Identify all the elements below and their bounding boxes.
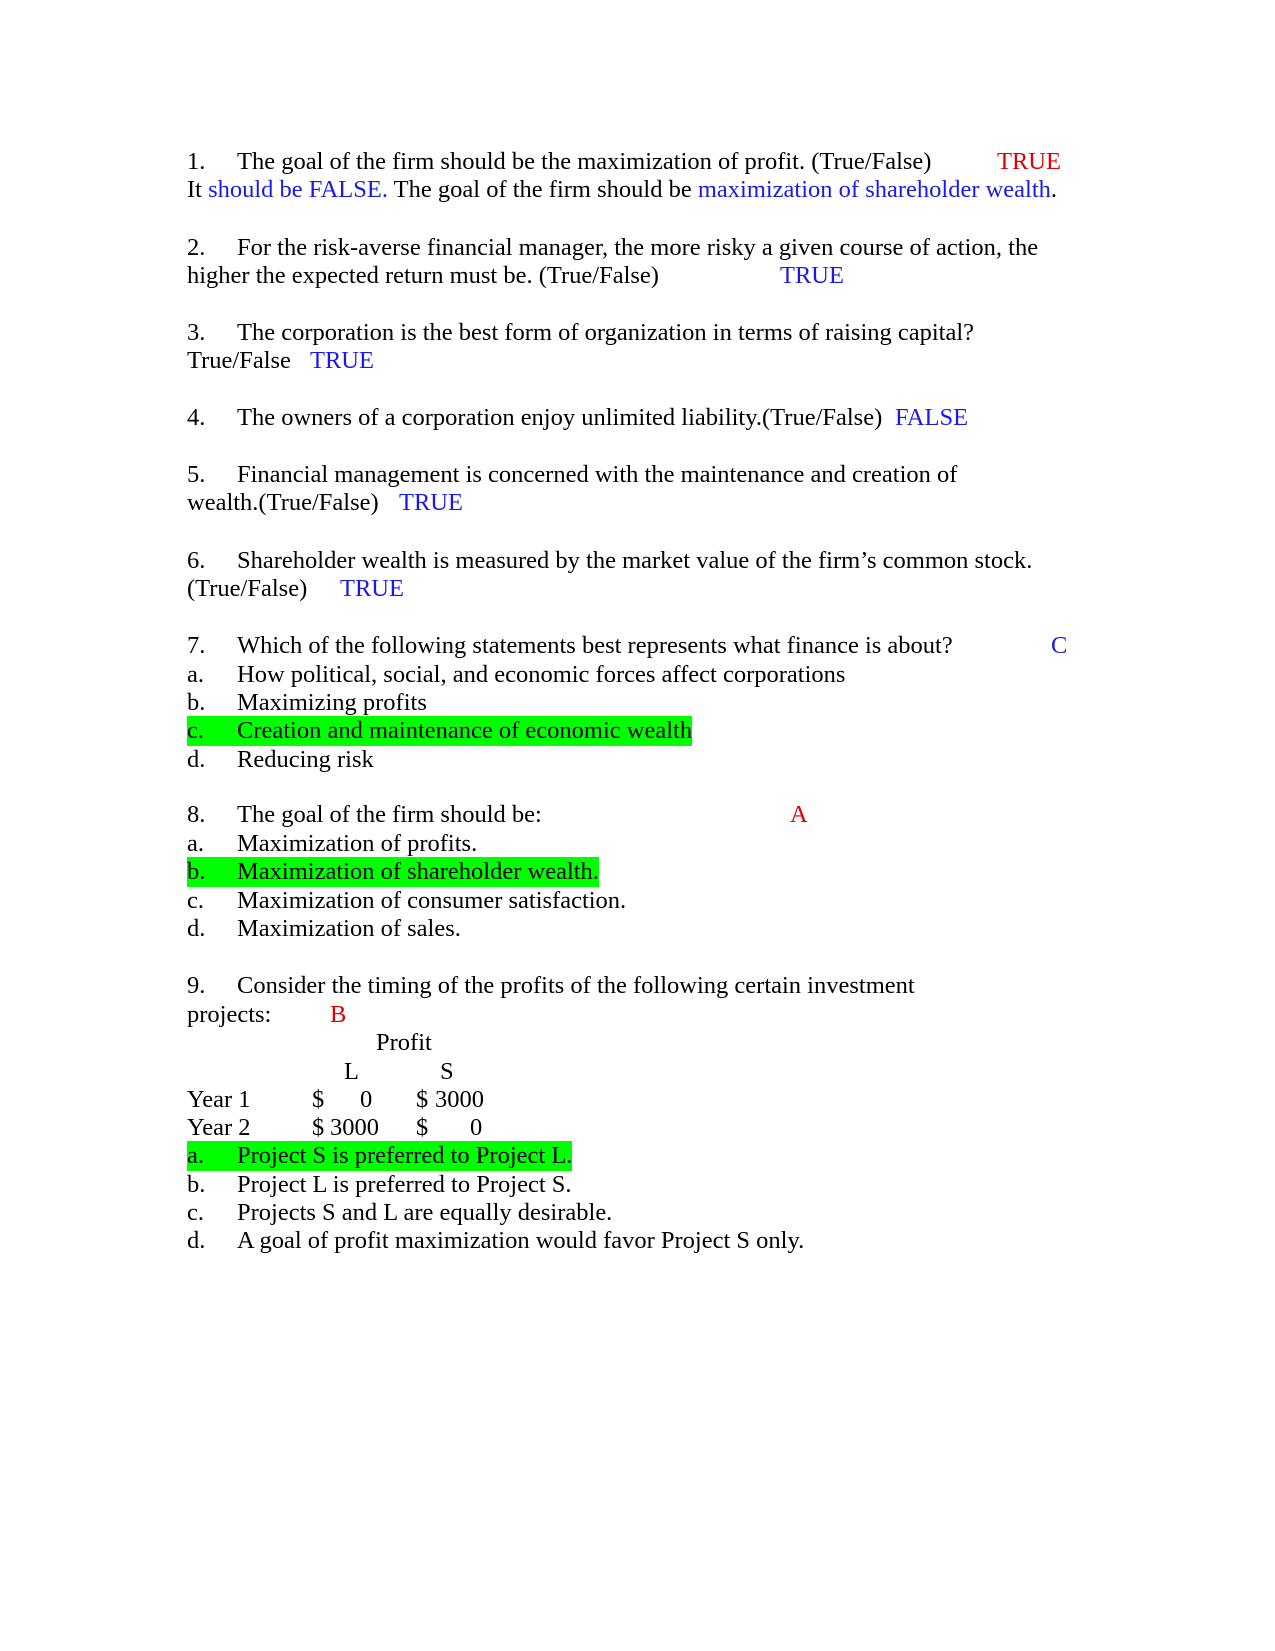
q7-option-b-letter: b. (187, 689, 206, 716)
q5-text: Financial management is concerned with the maintenance and creation of (237, 461, 958, 488)
q8-option-b (187, 857, 599, 887)
profit-row-year1-s-value: 3000 (435, 1086, 484, 1113)
q9-line2 (187, 1000, 271, 1030)
q9-line (187, 971, 915, 1001)
q9-text2: projects: (187, 1001, 272, 1028)
q9-answer: B (330, 1001, 347, 1028)
q2-answer: TRUE (780, 262, 844, 289)
q7-option-a-text: How political, social, and economic forces affect corporations (237, 661, 846, 688)
q9-option-a-letter: a. (187, 1142, 204, 1169)
q1-line (187, 147, 931, 177)
q1-expl-d: maximization of shareholder wealth (697, 176, 1051, 203)
q7-line (187, 631, 953, 661)
q4-text: The owners of a corporation enjoy unlimited liability.(True/False) (237, 404, 883, 431)
profit-col-s: S (440, 1058, 454, 1085)
q9-option-a (187, 1141, 572, 1171)
q6-answer: TRUE (340, 575, 404, 602)
q2-line (187, 233, 1038, 263)
q4-answer: FALSE (895, 404, 969, 431)
q9-option-b-letter: b. (187, 1171, 206, 1198)
q8-option-a-letter: a. (187, 830, 204, 857)
q4-number: 4. (187, 404, 206, 431)
q7-option-a-letter: a. (187, 661, 204, 688)
profit-row-year2-s-value: 0 (470, 1114, 483, 1141)
q9-option-d-text: A goal of profit maximization would favor Project S only. (237, 1227, 805, 1254)
q7-option-a (187, 660, 845, 690)
q8-option-c (187, 886, 626, 916)
q8-option-b-letter: b. (187, 858, 206, 885)
q8-option-d-text: Maximization of sales. (237, 915, 461, 942)
profit-col-l: L (344, 1058, 359, 1085)
q8-option-b-highlight (187, 857, 599, 887)
q1-expl-a: It (187, 176, 209, 203)
q9-text: Consider the timing of the profits of the following certain investment (237, 972, 915, 999)
q7-option-d (187, 745, 374, 775)
q9-option-c-text: Projects S and L are equally desirable. (237, 1199, 613, 1226)
q9-option-d-letter: d. (187, 1227, 206, 1254)
q8-option-d (187, 914, 461, 944)
q2-number: 2. (187, 234, 206, 261)
q6-number: 6. (187, 547, 206, 574)
q3-number: 3. (187, 319, 206, 346)
q6-line (187, 546, 1032, 576)
q1-explanation (187, 175, 1057, 205)
q5-answer: TRUE (399, 489, 463, 516)
q1-answer: TRUE (997, 148, 1061, 175)
q6-text: Shareholder wealth is measured by the market value of the firm’s common stock. (237, 547, 1033, 574)
q7-number: 7. (187, 632, 206, 659)
q9-option-a-text: Project S is preferred to Project L. (237, 1142, 573, 1169)
q5-line (187, 460, 957, 490)
q3-text2: True/False (187, 347, 291, 374)
profit-row-year1-label: Year 1 (187, 1086, 251, 1113)
q8-option-a-text: Maximization of profits. (237, 830, 478, 857)
q8-answer: A (790, 801, 808, 828)
q7-option-b (187, 688, 427, 718)
q8-line (187, 800, 542, 830)
q9-option-b-text: Project L is preferred to Project S. (237, 1171, 572, 1198)
q9-option-c (187, 1198, 612, 1228)
q8-number: 8. (187, 801, 206, 828)
q8-option-b-text: Maximization of shareholder wealth. (237, 858, 599, 885)
q1-number: 1. (187, 148, 206, 175)
q5-text2: wealth.(True/False) (187, 489, 379, 516)
q2-text2: higher the expected return must be. (True/False) (187, 262, 659, 289)
q9-option-b (187, 1170, 572, 1200)
q8-option-c-letter: c. (187, 887, 204, 914)
q5-number: 5. (187, 461, 206, 488)
q8-option-a (187, 829, 477, 859)
profit-row-year1-l-sign: $ (312, 1086, 325, 1113)
q6-text2: (True/False) (187, 575, 308, 602)
q7-option-c-letter: c. (187, 717, 204, 744)
q9-number: 9. (187, 972, 206, 999)
q7-text: Which of the following statements best represents what finance is about? (237, 632, 953, 659)
profit-row-year2-l-sign: $ (312, 1114, 325, 1141)
q1-expl-b: should be FALSE. (208, 176, 388, 203)
q9-option-c-letter: c. (187, 1199, 204, 1226)
profit-row-year2-l-value: 3000 (330, 1114, 379, 1141)
q3-answer: TRUE (310, 347, 374, 374)
q8-text: The goal of the firm should be: (237, 801, 542, 828)
q2-text: For the risk-averse financial manager, the more risky a given course of action, the (237, 234, 1039, 261)
profit-row-year2-label: Year 2 (187, 1114, 251, 1141)
q9-option-d (187, 1226, 804, 1256)
q7-option-c (187, 716, 692, 746)
q7-option-b-text: Maximizing profits (237, 689, 427, 716)
q7-option-c-text: Creation and maintenance of economic wealth (237, 717, 693, 744)
q3-line (187, 318, 974, 348)
q4-line (187, 403, 882, 433)
q3-line2 (187, 346, 291, 376)
q9-option-a-highlight (187, 1141, 572, 1171)
q7-option-d-letter: d. (187, 746, 206, 773)
profit-row-year2-s-sign: $ (416, 1114, 429, 1141)
q1-expl-c: The goal of the firm should be (388, 176, 698, 203)
q2-line2 (187, 261, 659, 291)
q7-option-d-text: Reducing risk (237, 746, 374, 773)
q8-option-d-letter: d. (187, 915, 206, 942)
q7-option-c-highlight (187, 716, 692, 746)
profit-table-header: Profit (376, 1029, 432, 1056)
q3-text: The corporation is the best form of organization in terms of raising capital? (237, 319, 975, 346)
q1-text: The goal of the firm should be the maximization of profit. (True/False) (237, 148, 932, 175)
profit-row-year1-l-value: 0 (360, 1086, 373, 1113)
q7-answer: C (1051, 632, 1068, 659)
q8-option-c-text: Maximization of consumer satisfaction. (237, 887, 627, 914)
q1-expl-e: . (1050, 176, 1058, 203)
q6-line2 (187, 574, 307, 604)
q5-line2 (187, 488, 379, 518)
profit-row-year1-s-sign: $ (416, 1086, 429, 1113)
